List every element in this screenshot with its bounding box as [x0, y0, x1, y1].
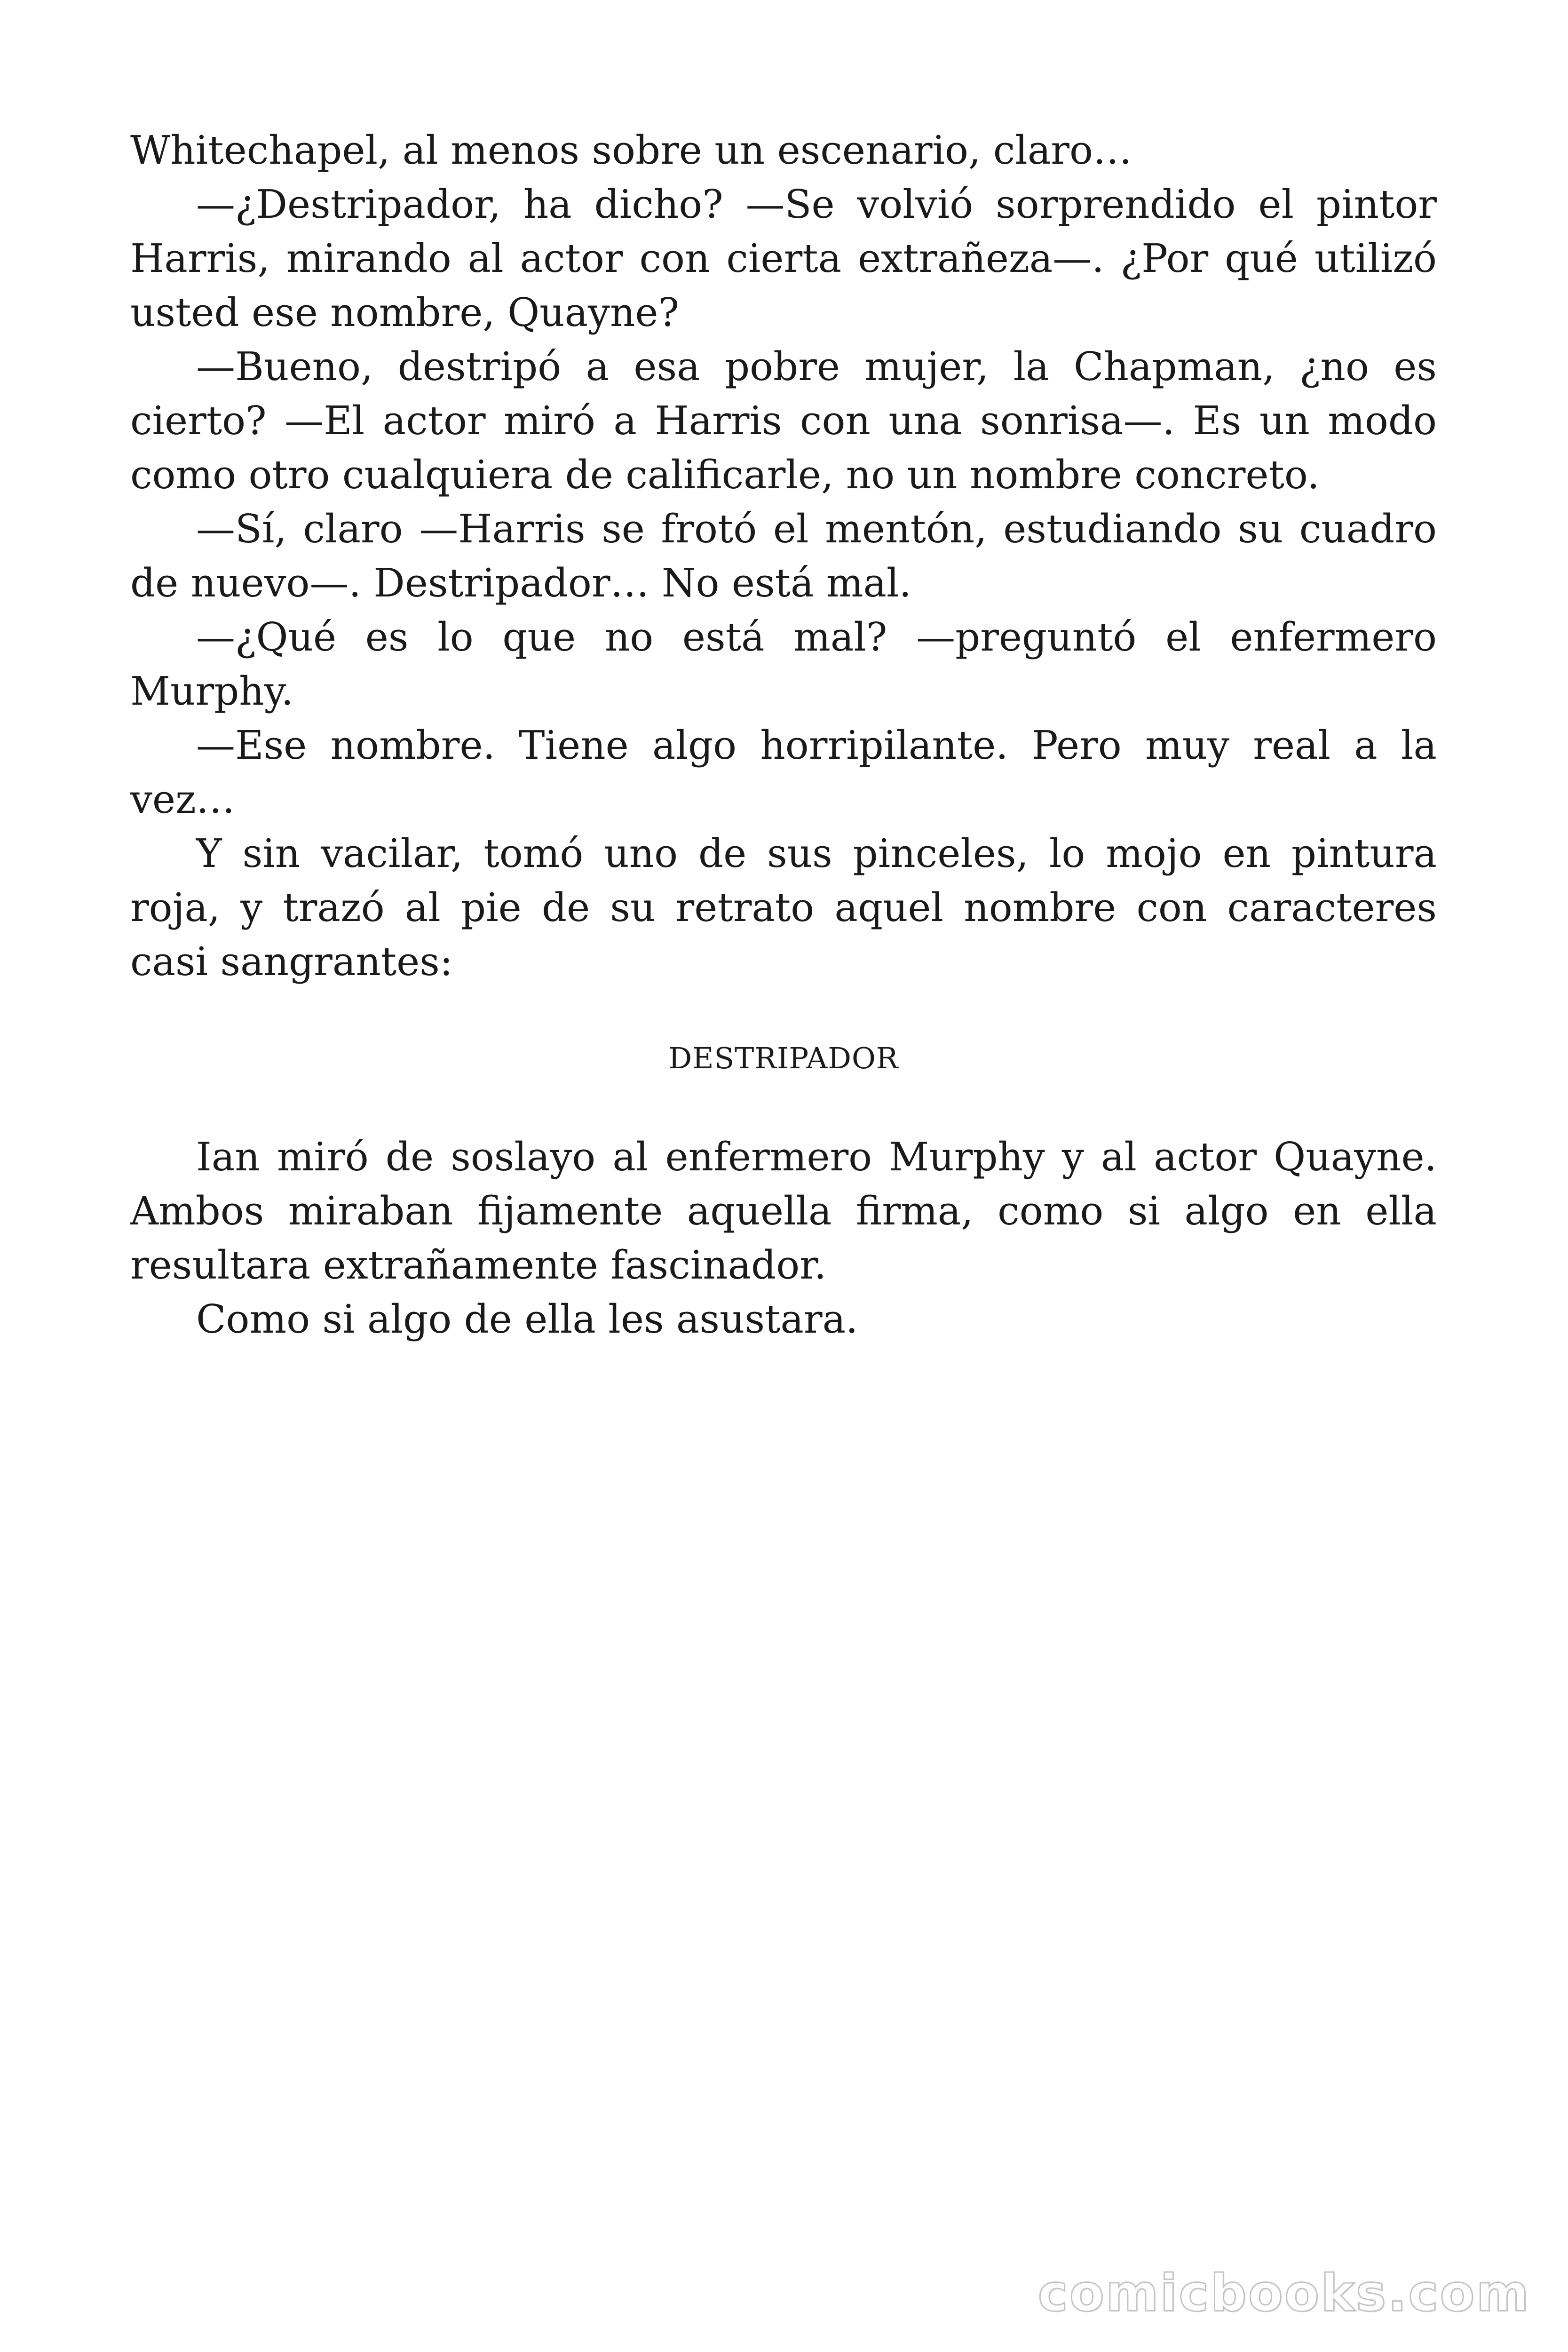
- paragraph-dialogue: —¿Destripador, ha dicho? —Se volvió sorprendido el pintor Harris, mirando al actor con cierta extrañeza—. ¿Por qué utilizó usted ese nombre, Quayne?: [130, 182, 1437, 335]
- inscription-heading: DESTRIPADOR: [668, 1041, 899, 1075]
- paragraph-dialogue: —¿Qué es lo que no está mal? —preguntó el enfermero Murphy.: [130, 614, 1437, 714]
- body-text: [130, 123, 1437, 1346]
- watermark: comicbooks.com: [1037, 2264, 1530, 2323]
- paragraph-continuation: Whitechapel, al menos sobre un escenario, claro…: [130, 127, 1132, 173]
- paragraph-dialogue: —Bueno, destripó a esa pobre mujer, la Chapman, ¿no es cierto? —El actor miró a Harris con una sonrisa—. Es un modo como otro cualquiera de calificarle, no un nombre concreto.: [130, 344, 1437, 498]
- paragraph-narration: Como si algo de ella les asustara.: [196, 1296, 858, 1342]
- paragraph-narration: Y sin vacilar, tomó uno de sus pinceles, lo mojo en pintura roja, y trazó al pie de su retrato aquel nombre con caracteres casi sangrantes:: [130, 831, 1437, 985]
- paragraph-dialogue: —Sí, claro —Harris se frotó el mentón, estudiando su cuadro de nuevo—. Destripador… No está mal.: [130, 506, 1437, 606]
- paragraph-narration: Ian miró de soslayo al enfermero Murphy y al actor Quayne. Ambos miraban fijamente aquella firma, como si algo en ella resultara extrañamente fascinador.: [130, 1134, 1437, 1288]
- paragraph-dialogue: —Ese nombre. Tiene algo horripilante. Pero muy real a la vez…: [130, 723, 1437, 822]
